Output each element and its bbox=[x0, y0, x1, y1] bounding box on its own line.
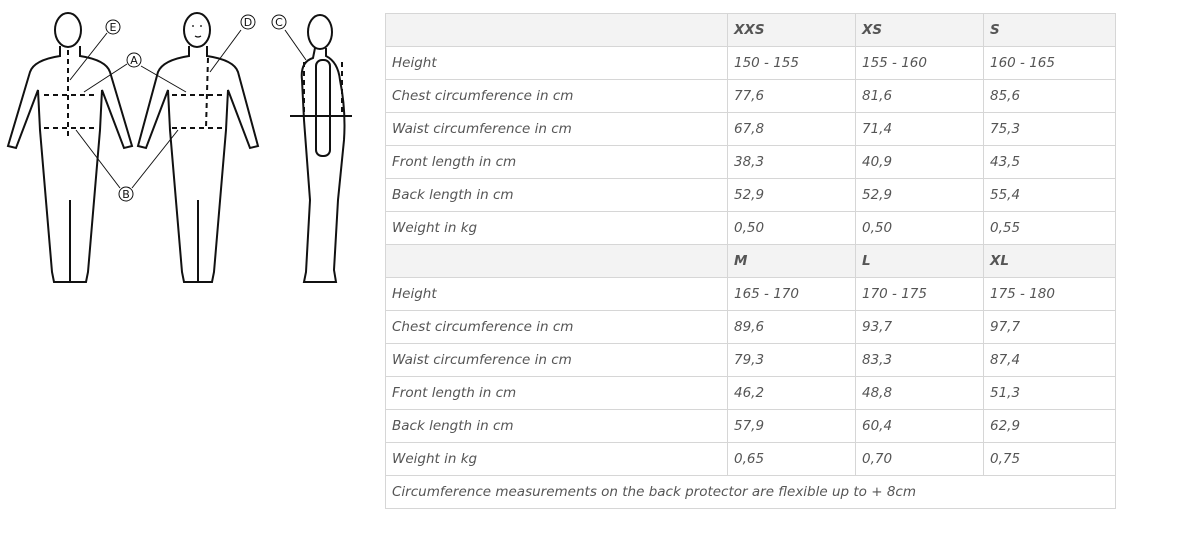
cell-value: 170 - 175 bbox=[856, 278, 984, 311]
row-label: Chest circumference in cm bbox=[386, 80, 728, 113]
table-row bbox=[386, 278, 1116, 311]
size-header-row bbox=[386, 245, 1116, 278]
cell-value: 62,9 bbox=[984, 410, 1116, 443]
size-table bbox=[385, 13, 1116, 509]
cell-value: 46,2 bbox=[728, 377, 856, 410]
row-label: Back length in cm bbox=[386, 179, 728, 212]
size-header: XS bbox=[856, 14, 984, 47]
size-header: XXS bbox=[728, 14, 856, 47]
size-header: L bbox=[856, 245, 984, 278]
size-header-row bbox=[386, 14, 1116, 47]
marker-a bbox=[127, 53, 141, 67]
table-row bbox=[386, 47, 1116, 80]
table-row bbox=[386, 80, 1116, 113]
row-label: Weight in kg bbox=[386, 443, 728, 476]
cell-value: 0,70 bbox=[856, 443, 984, 476]
cell-value: 87,4 bbox=[984, 344, 1116, 377]
footnote-row bbox=[386, 476, 1116, 509]
table-row bbox=[386, 146, 1116, 179]
svg-text:D: D bbox=[243, 16, 253, 29]
cell-value: 81,6 bbox=[856, 80, 984, 113]
row-label: Back length in cm bbox=[386, 410, 728, 443]
size-header: S bbox=[984, 14, 1116, 47]
cell-value: 43,5 bbox=[984, 146, 1116, 179]
cell-value: 165 - 170 bbox=[728, 278, 856, 311]
cell-value: 77,6 bbox=[728, 80, 856, 113]
body-front-view bbox=[138, 13, 258, 282]
marker-b bbox=[119, 187, 133, 201]
cell-value: 71,4 bbox=[856, 113, 984, 146]
svg-text:B: B bbox=[122, 188, 130, 201]
svg-text:E: E bbox=[109, 21, 117, 34]
row-label: Front length in cm bbox=[386, 377, 728, 410]
svg-text:C: C bbox=[275, 16, 283, 29]
cell-value: 85,6 bbox=[984, 80, 1116, 113]
measurement-figure bbox=[0, 0, 360, 300]
cell-value: 83,3 bbox=[856, 344, 984, 377]
row-label: Waist circumference in cm bbox=[386, 344, 728, 377]
cell-value: 57,9 bbox=[728, 410, 856, 443]
table-row bbox=[386, 344, 1116, 377]
cell-value: 51,3 bbox=[984, 377, 1116, 410]
table-row bbox=[386, 113, 1116, 146]
footnote: Circumference measurements on the back protector are flexible up to + 8cm bbox=[386, 476, 1116, 509]
cell-value: 40,9 bbox=[856, 146, 984, 179]
body-side-view bbox=[302, 15, 345, 282]
row-label: Height bbox=[386, 47, 728, 80]
cell-value: 48,8 bbox=[856, 377, 984, 410]
cell-value: 0,55 bbox=[984, 212, 1116, 245]
cell-value: 38,3 bbox=[728, 146, 856, 179]
cell-value: 150 - 155 bbox=[728, 47, 856, 80]
measurement-lines bbox=[44, 50, 342, 140]
cell-value: 52,9 bbox=[856, 179, 984, 212]
cell-value: 160 - 165 bbox=[984, 47, 1116, 80]
cell-value: 0,50 bbox=[856, 212, 984, 245]
cell-value: 60,4 bbox=[856, 410, 984, 443]
table-row bbox=[386, 377, 1116, 410]
table-row bbox=[386, 443, 1116, 476]
cell-value: 0,50 bbox=[728, 212, 856, 245]
row-label: Height bbox=[386, 278, 728, 311]
cell-value: 93,7 bbox=[856, 311, 984, 344]
cell-value: 89,6 bbox=[728, 311, 856, 344]
row-label: Front length in cm bbox=[386, 146, 728, 179]
cell-value: 52,9 bbox=[728, 179, 856, 212]
cell-value: 67,8 bbox=[728, 113, 856, 146]
svg-text:A: A bbox=[130, 54, 138, 67]
marker-c bbox=[272, 15, 286, 29]
marker-e bbox=[106, 20, 120, 34]
row-label: Waist circumference in cm bbox=[386, 113, 728, 146]
cell-value: 0,65 bbox=[728, 443, 856, 476]
row-label: Weight in kg bbox=[386, 212, 728, 245]
cell-value: 97,7 bbox=[984, 311, 1116, 344]
table-row bbox=[386, 212, 1116, 245]
header-blank-cell bbox=[386, 245, 728, 278]
table-row bbox=[386, 410, 1116, 443]
body-back-view bbox=[8, 13, 132, 282]
table-row bbox=[386, 179, 1116, 212]
cell-value: 155 - 160 bbox=[856, 47, 984, 80]
cell-value: 75,3 bbox=[984, 113, 1116, 146]
header-blank-cell bbox=[386, 14, 728, 47]
cell-value: 175 - 180 bbox=[984, 278, 1116, 311]
size-header: XL bbox=[984, 245, 1116, 278]
marker-d bbox=[241, 15, 255, 29]
size-header: M bbox=[728, 245, 856, 278]
table-row bbox=[386, 311, 1116, 344]
row-label: Chest circumference in cm bbox=[386, 311, 728, 344]
cell-value: 0,75 bbox=[984, 443, 1116, 476]
cell-value: 79,3 bbox=[728, 344, 856, 377]
cell-value: 55,4 bbox=[984, 179, 1116, 212]
